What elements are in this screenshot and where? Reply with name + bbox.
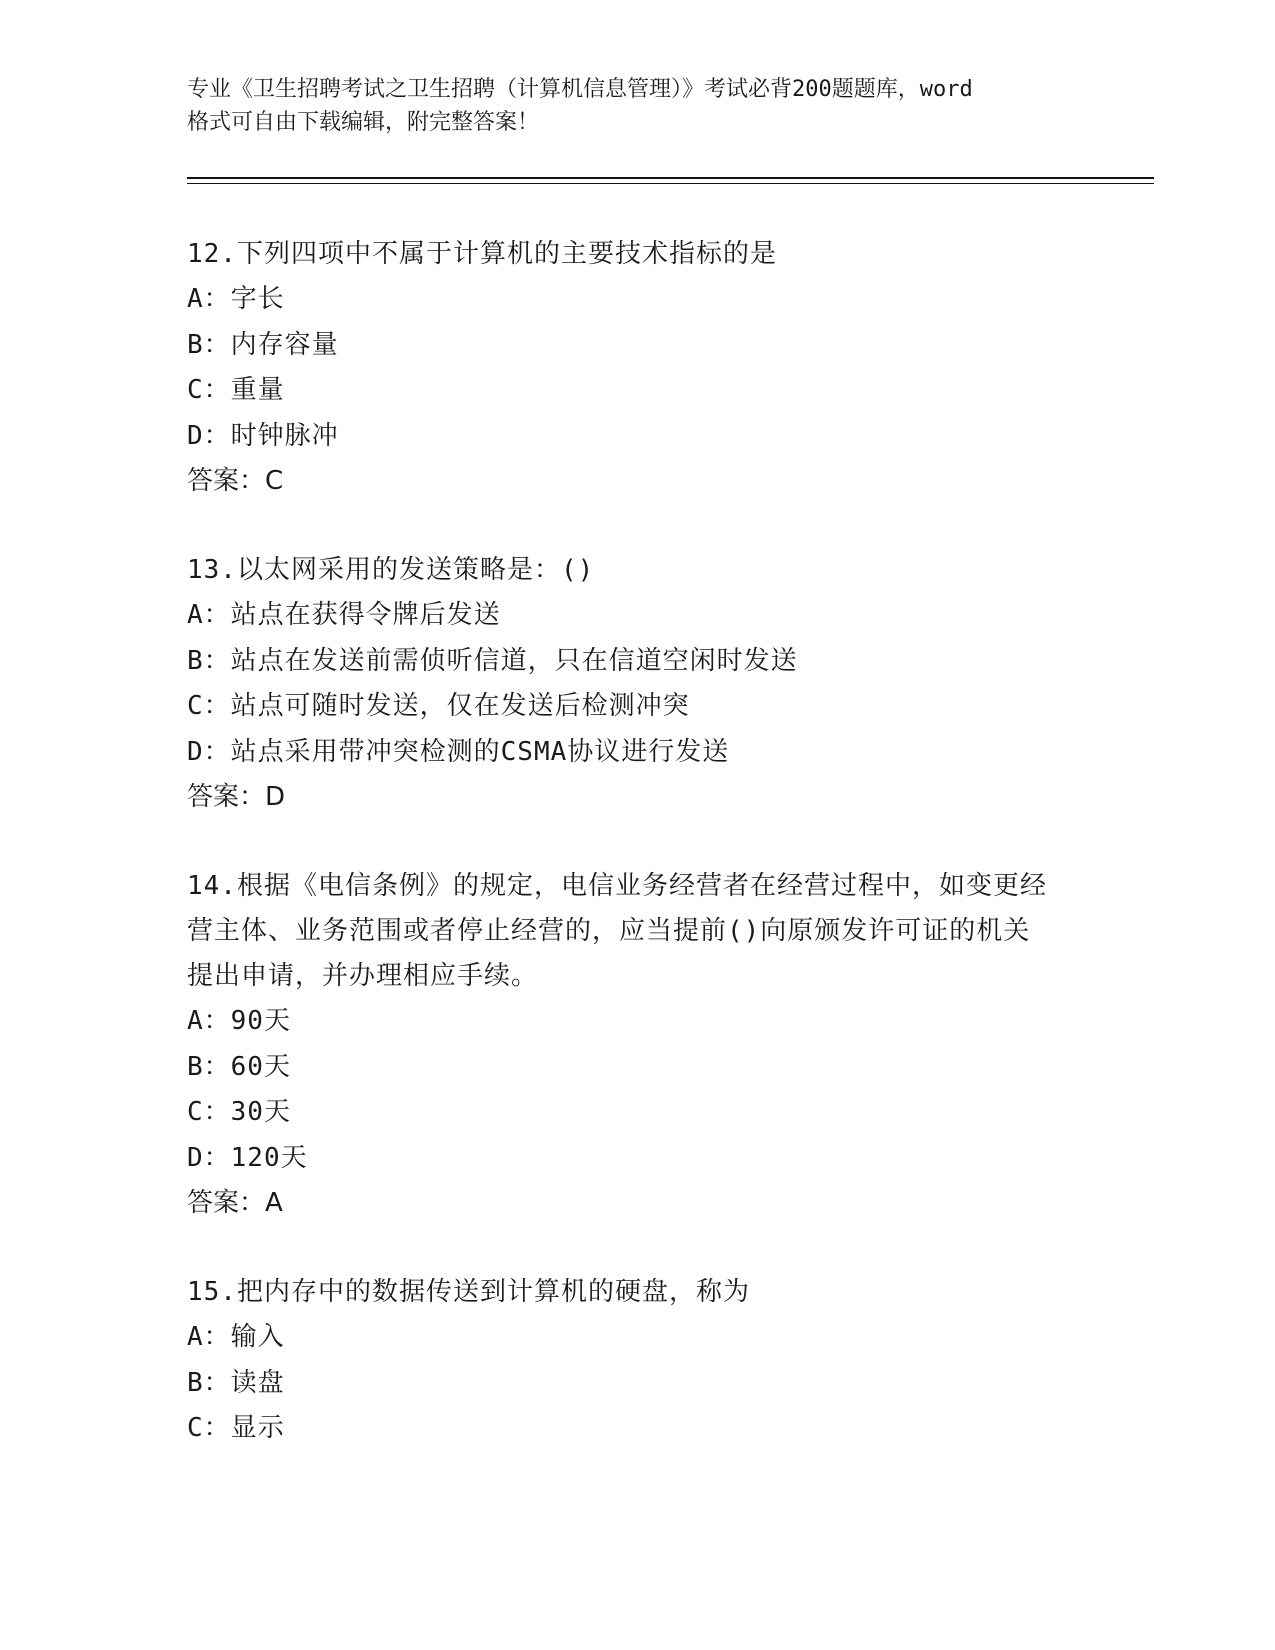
- question-14: [187, 864, 1087, 1226]
- option-a: A：站点在获得令牌后发送: [187, 600, 501, 630]
- option-b: B：站点在发送前需侦听信道，只在信道空闲时发送: [187, 645, 798, 676]
- option-b: B：内存容量: [187, 329, 339, 360]
- header-line-2: 格式可自由下载编辑，附完整答案！: [187, 110, 540, 135]
- option-d: D：120天: [187, 1142, 308, 1173]
- answer: 答案：A: [187, 1188, 283, 1218]
- option-c: C：显示: [187, 1413, 285, 1443]
- question-15: [187, 1270, 1087, 1452]
- option-c: C：站点可随时发送，仅在发送后检测冲突: [187, 691, 690, 721]
- option-b: B：读盘: [187, 1367, 285, 1398]
- option-a: A：90天: [187, 1006, 291, 1036]
- answer: 答案：D: [187, 782, 286, 812]
- question-12: [187, 232, 1087, 504]
- document-header: [187, 73, 1087, 139]
- header-divider-thick: [187, 177, 1154, 179]
- option-d: D：站点采用带冲突检测的CSMA协议进行发送: [187, 736, 730, 767]
- question-text: 14.根据《电信条例》的规定，电信业务经营者在经营过程中，如变更经营主体、业务范围或者停止经营的，应当提前()向原颁发许可证的机关提出申请，并办理相应手续。: [187, 871, 1047, 991]
- option-d: D：时钟脉冲: [187, 420, 339, 451]
- question-text: 13.以太网采用的发送策略是：(): [187, 555, 595, 585]
- option-c: C：重量: [187, 375, 285, 405]
- question-text: 12.下列四项中不属于计算机的主要技术指标的是: [187, 239, 777, 269]
- header-line-1: 专业《卫生招聘考试之卫生招聘（计算机信息管理）》考试必背200题题库，word: [187, 77, 973, 102]
- answer: 答案：C: [187, 466, 284, 496]
- option-a: A：输入: [187, 1322, 285, 1352]
- question-13: [187, 548, 1087, 820]
- question-list: [187, 232, 1087, 1496]
- option-b: B：60天: [187, 1051, 291, 1082]
- option-c: C：30天: [187, 1097, 291, 1127]
- header-divider-thin: [187, 183, 1154, 184]
- option-a: A：字长: [187, 284, 285, 314]
- question-text: 15.把内存中的数据传送到计算机的硬盘，称为: [187, 1277, 750, 1307]
